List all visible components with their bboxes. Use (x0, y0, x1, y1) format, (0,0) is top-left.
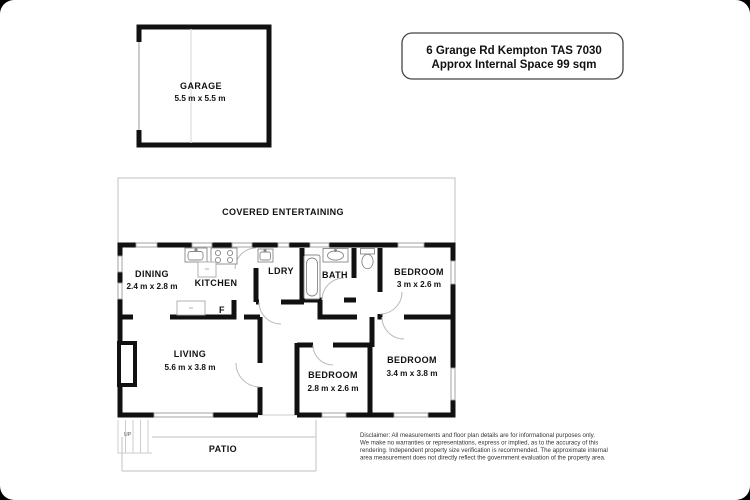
kitchen-label: KITCHEN (194, 278, 238, 288)
bedroom2-size: 2.8 m x 2.6 m (307, 384, 359, 393)
disclaimer-line-4: area measurement does not directly reflect the government evaluation of the property area. (360, 454, 606, 462)
kitchen-island-icon (177, 301, 205, 315)
title-box (402, 33, 623, 79)
bath-door-arc (322, 278, 344, 300)
disclaimer-line-3: rendering. Independent property size verification is recommended. The approximate internal (360, 447, 608, 454)
bedroom3-door-arc (382, 317, 404, 339)
fireplace-bay-icon (119, 343, 135, 385)
bedroom3-size: 3.4 m x 3.8 m (386, 369, 438, 378)
disclaimer-line-1: Disclaimer: All measurements and floor plan details are for informational purposes only. (360, 432, 595, 439)
kitchen-counter-icon (198, 262, 216, 277)
living-door-arc (236, 363, 260, 387)
address-title: 6 Grange Rd Kempton TAS 7030 (426, 45, 602, 57)
garage-size: 5.5 m x 5.5 m (174, 94, 226, 103)
patio-label: PATIO (208, 444, 238, 454)
toilet-icon (361, 249, 375, 269)
bedroom3-label: BEDROOM (387, 355, 437, 365)
kitchen-door-arc (235, 248, 256, 269)
dining-label: DINING (135, 269, 169, 279)
living-label: LIVING (173, 349, 207, 359)
bedroom1-size: 3 m x 2.6 m (396, 280, 442, 289)
kitchen-sink-icon (185, 248, 207, 262)
living-size: 5.6 m x 3.8 m (164, 363, 216, 372)
internal-space-subtitle: Approx Internal Space 99 sqm (431, 59, 597, 71)
bedroom1-door-arc (380, 292, 402, 314)
bathtub-icon (304, 255, 320, 299)
stairs-up-label: UP (124, 432, 132, 438)
bath-label: BATH (322, 270, 348, 280)
vanity-sink-icon (323, 249, 348, 263)
bedroom2-label: BEDROOM (308, 370, 358, 380)
disclaimer-text (360, 432, 608, 462)
garage-label: GARAGE (180, 81, 222, 91)
fridge-label: F (219, 305, 225, 315)
bedroom1-label: BEDROOM (394, 267, 444, 277)
dining-size: 2.4 m x 2.8 m (126, 282, 178, 291)
laundry-label: LDRY (268, 266, 294, 276)
covered-entertaining-label: COVERED ENTERTAINING (222, 207, 344, 217)
disclaimer-line-2: We make no warranties or representations, express or implied, as to the accuracy of this (360, 439, 599, 447)
laundry-trough-icon (258, 249, 273, 262)
bedroom2-door-arc (313, 345, 333, 365)
